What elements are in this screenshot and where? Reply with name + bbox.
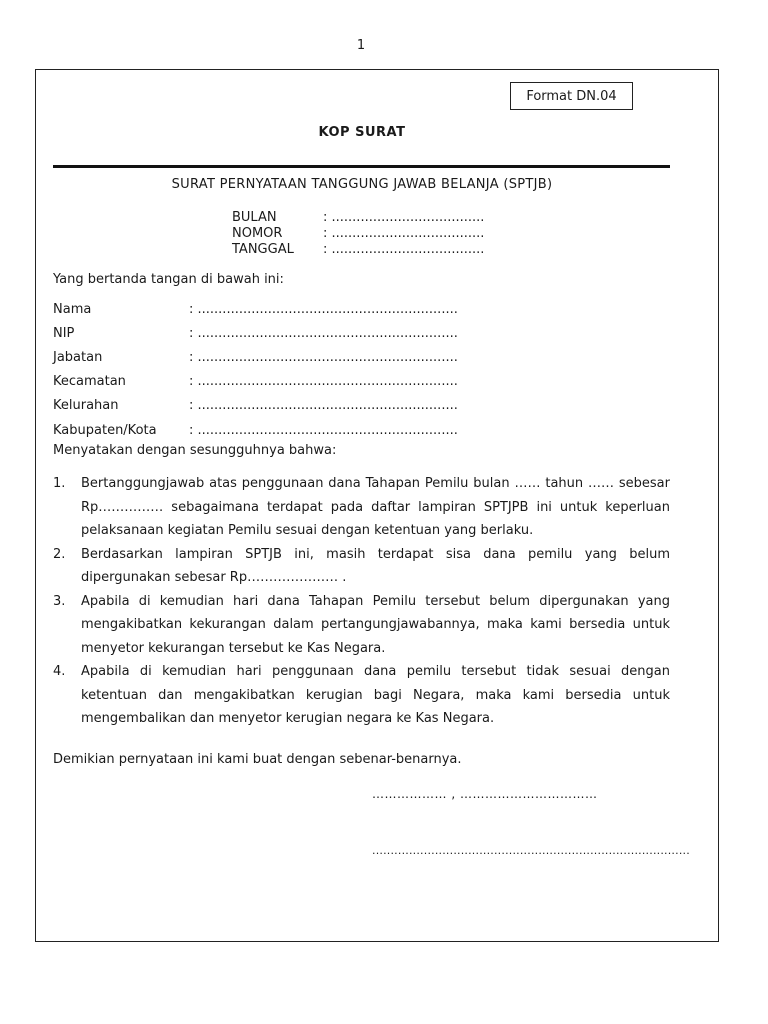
meta-value: : ..................................... [323,226,485,241]
meta-label: TANGGAL [232,242,294,257]
field-label: Kecamatan [53,374,126,390]
list-item [53,660,670,731]
item-text: Apabila di kemudian hari dana Tahapan Pemilu tersebut belum dipergunakan yang mengakibatkan kekurangan dalam pertangungjawabannya, maka kami bersedia untuk menyetor kekurangan tersebut ke Kas Negara. [81,593,670,656]
field-value: : ............................................................... [189,325,458,341]
item-number: 1. [53,476,66,491]
intro-text: Yang bertanda tangan di bawah ini: [53,272,284,287]
statement-list [53,472,670,731]
signature-line: ...................................................................................... [372,844,690,857]
field-row-kecamatan [53,370,458,394]
meta-value: : ..................................... [323,210,485,225]
document-title: SURAT PERNYATAAN TANGGUNG JAWAB BELANJA (SPTJB) [171,177,553,192]
field-value: : ............................................................... [189,349,458,365]
field-value: : ............................................................... [189,398,458,414]
item-number: 4. [53,664,66,679]
meta-row-tanggal [232,242,484,258]
statement-intro: Menyatakan dengan sesungguhnya bahwa: [53,443,337,458]
field-label: Kabupaten/Kota [53,422,157,438]
item-text: Berdasarkan lampiran SPTJB ini, masih terdapat sisa dana pemilu yang belum dipergunakan sebesar Rp………………… . [81,546,670,585]
field-value: : ............................................................... [189,422,458,438]
field-value: : ............................................................... [189,301,458,317]
field-label: Nama [53,301,92,317]
page-number: 1 [356,38,366,53]
meta-label: NOMOR [232,226,283,241]
document-frame [35,69,719,942]
list-item [53,472,670,543]
document-meta [232,210,484,258]
place-date-line: ……………… , …………………………… [372,787,598,801]
kop-surat-heading: KOP SURAT [318,125,406,140]
letterhead-divider [53,165,670,168]
closing-text: Demikian pernyataan ini kami buat dengan sebenar-benarnya. [53,752,462,767]
field-value: : ............................................................... [189,374,458,390]
item-text: Bertanggungjawab atas penggunaan dana Tahapan Pemilu bulan …… tahun …… sebesar Rp…………… sebagaimana terdapat pada daftar lampiran SPTJPB ini untuk keperluan pelaksanaan kegiatan Pemilu sesuai dengan ketentuan yang berlaku. [81,476,670,538]
list-item [53,590,670,661]
meta-label: BULAN [232,210,277,225]
field-label: Jabatan [53,349,103,365]
format-label-box [510,82,633,110]
list-item [53,543,670,590]
meta-value: : ..................................... [323,242,485,257]
item-number: 3. [53,593,66,609]
signer-fields [53,297,458,442]
field-label: Kelurahan [53,398,119,414]
meta-row-nomor [232,226,484,242]
format-label: Format DN.04 [526,88,617,104]
field-row-jabatan [53,345,458,369]
field-row-nama [53,297,458,321]
meta-row-bulan [232,210,484,226]
field-label: NIP [53,325,75,341]
field-row-nip [53,321,458,345]
field-row-kelurahan [53,394,458,418]
item-text: Apabila di kemudian hari penggunaan dana pemilu tersebut tidak sesuai dengan ketentuan dan mengakibatkan kerugian bagi Negara, maka kami bersedia untuk mengembalikan dan menyetor kerugian negara ke Kas Negara. [81,664,670,726]
field-row-kabupaten-kota [53,418,458,442]
item-number: 2. [53,546,66,562]
